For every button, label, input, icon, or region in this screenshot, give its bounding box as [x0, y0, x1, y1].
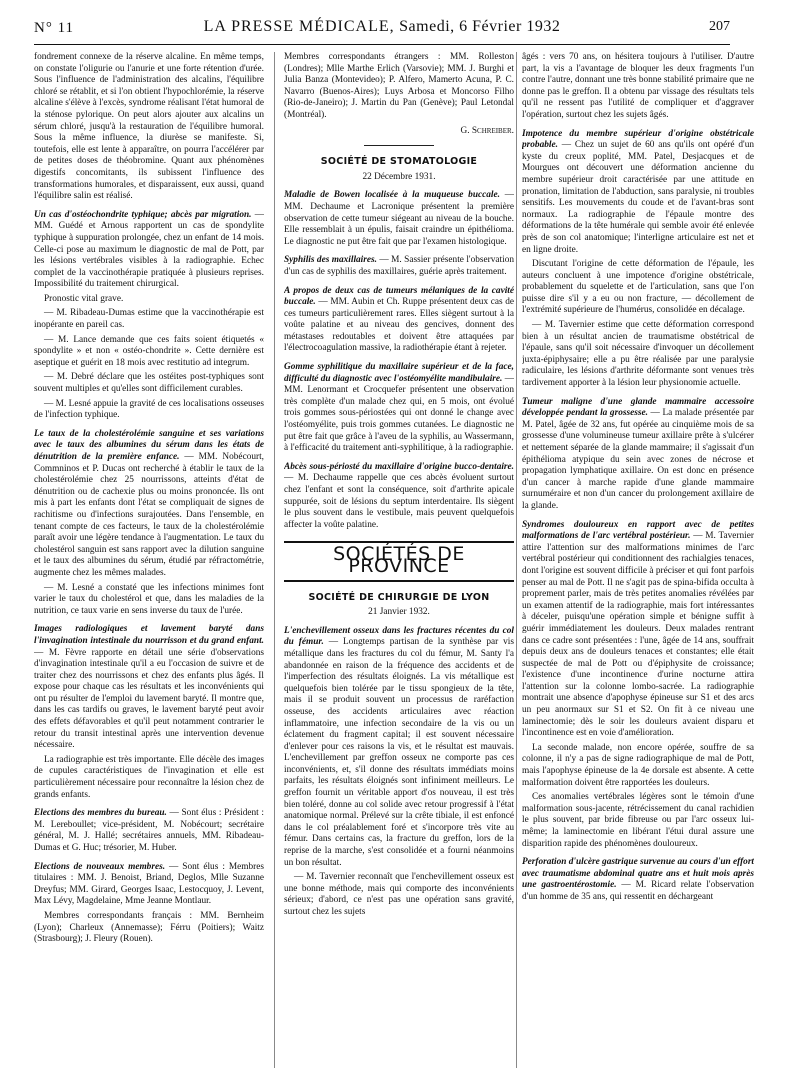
text-paragraph [34, 755, 264, 801]
article-paragraph [284, 362, 514, 455]
article-paragraph [284, 462, 514, 532]
text-paragraph [34, 399, 264, 422]
paragraph-text: — M. Dechaume rappelle que ces abcès évoluent surtout chez l'enfant et sont la conséquence, soit d'arthrite apicale suppurée, soit de lésions du septum interdentaire. Ils siègent le plus souvent dans le vestibule, mais peuvent quelquefois affecter la voûte palatine. [284, 473, 514, 530]
article-heading: Impotence du membre supérieur d'origine obstétricale probable. [522, 128, 754, 151]
page-header [34, 14, 730, 45]
section-title-lyon: SOCIÉTÉ DE CHIRURGIE DE LYON [308, 591, 490, 603]
article-heading: Tumeur maligne d'une glande mammaire accessoire développée pendant la grossesse. [522, 396, 754, 419]
article-paragraph [284, 190, 514, 248]
article-paragraph [34, 429, 264, 580]
paragraph-text: — MM. Nobécourt, Commninos et P. Ducas ont recherché à établir le taux de la cholestérolémie chez 25 nourrissons, atteints d'état de dénutrition ou de cachexie plus ou moins prononcée. Ils ont mis à part les enfants dont l'état se compliquait de signes de rachitisme ou d'infections surajoutées. Dans l'ensemble, en tenant compte de ces facteurs, le taux de la cholestérolémie paraît avoir une légère tendance à l'augmentation. Le taux du cholestérol sanguin est sans rapport avec la dilution sanguine et le taux des albumines du sérum, étudié par réfractométrie, augmente chez les mêmes malades. [34, 452, 264, 578]
article-paragraph [284, 255, 514, 278]
text-paragraph [34, 52, 264, 203]
lyon-body [284, 626, 514, 919]
column-2 [284, 52, 514, 1072]
paragraph-text: — M. Ricard relate l'observation d'un homme de 35 ans, qui ressentit en déchargeant [522, 880, 754, 902]
text-paragraph [522, 792, 754, 850]
article-paragraph [522, 520, 754, 740]
journal-title [34, 18, 730, 36]
correspondents-block [284, 52, 514, 137]
text-paragraph [522, 259, 754, 317]
article-heading: Le taux de la cholestérolémie sanguine et ses variations avec le taux des albumines du sérum dans les états de dénutrition de la première enfance. [34, 428, 264, 462]
text-paragraph [34, 372, 264, 395]
article-paragraph [34, 862, 264, 908]
article-paragraph [522, 129, 754, 257]
paragraph-text: — Sont élus : Membres titulaires : MM. J. Benoist, Briand, Deglos, Mlle Suzanne Dreyfus; MM. Girard, Georges Isaac, Lestocquoy, J. Levent, Max Lévy, Magdelaine, Mme Jeanne Montlaur. [34, 861, 264, 907]
article-paragraph [284, 626, 514, 869]
article-heading: Perforation d'ulcère gastrique survenue au cours d'un effort avec traumatisme abdominal quatre ans et huit mois après une gastroentérostomie. [522, 857, 754, 891]
paragraph-text: — MM. Dechaume et Lacronique présentent la première observation de cette tumeur siégeant au niveau de la bouche. Elle ressemblait à un épulis, faisait craindre un épithélioma. Le diagnostic ne put être fait que par l'examen histologique. [284, 190, 514, 247]
section-title-stomatologie: SOCIÉTÉ DE STOMATOLOGIE [320, 156, 478, 168]
text-paragraph [522, 52, 754, 122]
paragraph-text: Pronostic vital grave. [44, 293, 124, 304]
paragraph-text: Membres correspondants étrangers : MM. Rolleston (Londres); Mlle Marthe Erlich (Varsovie); MM. J. Burghi et Julia Banza (Montevideo); P. Alfero, Mamerto Acuna, P. C. Navarro (Buenos-Aires); Luys Arbosa et Moncorso Filho (Rio-de-Janeiro); J. Martin du Pan (Genève); Paul Letondal (Montréal). [284, 52, 514, 120]
issue-number: N° 11 [34, 20, 75, 36]
column-rule [274, 52, 275, 1068]
paragraph-text: La radiographie est très importante. Elle décèle des images de cupules caractéristiques de l'invagination et elle est particulièrement nécessaire pour reconnaître la lésion chez de grands enfants. [34, 754, 264, 800]
text-paragraph [34, 911, 264, 946]
paragraph-text: fondrement connexe de la réserve alcaline. En même temps, on constate l'oligurie ou l'anurie et une forte rétention d'urée. Sous l'influence de l'administration des alcalins, l'équilibre chloré se rétablit, et si l'on obtient l'hypochlorémie, la réserve alcaline s'élève à l'excès, syndrome réalisant l'état humoral de la sténose pylorique. On peut alors ajouter aux alcalins un sérum chloré, jusqu'à la restauration de l'équilibre humoral. Sous la même influence, la diurèse se manifeste. Si, toutefois, elle est lente à apparaître, on pourra l'accélérer par de petites doses de théobromine. Quant aux phénomènes digestifs concomitants, ils subissent l'influence des transformations humorales, et disparaissent, eux aussi, quand l'équilibre salin est réalisé. [34, 52, 264, 202]
article-heading: Images radiologiques et lavement baryté dans l'invagination intestinale du nourrisson et du grand enfant. [34, 624, 264, 646]
paragraph-text: — M. Fèvre rapporte en détail une série d'observations d'invagination intestinale qu'il a eu l'occasion de suivre et de traiter chez des nourrissons et chez des enfants plus âgés. Il expose pour chaque cas les résultats et les inconvénients qui ont pu résulter de l'emploi du lavement baryté. Il montre que, dans les cas tardifs ou graves, le lavement baryté peut avoir des effets défavorables et qu'il peut notamment contrarier le retour du transit intestinal après une intervention devenue nécessaire. [34, 647, 264, 751]
paragraph-text: — MM. Guédé et Arnous rapportent un cas de spondylite typhique à suppuration prolongée, chez un enfant de 14 mois. Celle-ci pose au maximum le diagnostic de mal de Pott, par les lésions vertébrales visibles à la radiographie. Echec complet de la vaccinothérapie pratiquée à plusieurs reprises. Impossibilité du traitement chirurgical. [34, 209, 264, 290]
paragraph-text: Ces anomalies vertébrales légères sont le témoin d'une malformation sous-jacente, rétrécissement du canal rachidien le plus souvent, par bride fibreuse ou par l'arc osseux lui-même; la laminectomie en libérant l'étui dural assure une disparition rapide des phénomènes douloureux. [522, 792, 754, 849]
text-paragraph [34, 294, 264, 306]
paragraph-text: — M. Tavernier estime que cette déformation correspond bien à un résultat ancien de traumatisme obstétrical de l'épaule, sans qu'il soit nécessaire d'invoquer un décollement juxta-épiphysaire; elle a pu être réalisée par une paralysie radiculaire, les lésions d'arthrite déformante sont venues très tardivement apporter à la lésion leur physionomie actuelle. [522, 320, 754, 389]
article-paragraph [522, 397, 754, 513]
column-rule [516, 52, 517, 1068]
text-paragraph [34, 583, 264, 618]
article-heading: Elections des membres du bureau. [34, 808, 167, 819]
paragraph-text: Membres correspondants français : MM. Bernheim (Lyon); Charleux (Annemasse); Férru (Poitiers); Waitz (Strasbourg); J. Fleury (Rouen). [34, 910, 264, 945]
column-1 [34, 52, 264, 1072]
article-paragraph [284, 286, 514, 356]
text-paragraph [284, 126, 514, 138]
paragraph-text: — La malade présentée par M. Patel, âgée de 32 ans, fut opérée au cinquième mois de sa grossesse d'une volumineuse tumeur axillaire prête à s'ulcérer et nettement séparée de la glande mammaire; il s'agissait d'un épithélioma atypique du sein avec zones de nécrose et propagation lymphatique axillaire. On est donc en présence d'un cancer à marche rapide d'une glande mammaire surnuméraire et non d'un cancer du prolongement axillaire de la glande. [522, 408, 754, 511]
paragraph-text: — M. Lance demande que ces faits soient étiquetés « spondylite » et non « ostéo-chondrite ». Cette dernière est aseptique et guérit en 18 mois avec restitutio ad integrum. [34, 334, 264, 368]
text-paragraph [522, 743, 754, 789]
paragraph-text: G. Schreiber. [460, 125, 514, 136]
text-paragraph [34, 335, 264, 370]
paragraph-text: — M. Tavernier reconnaît que l'enchevillement osseux est une bonne méthode, mais qui comporte des inconvénients sérieux; d'abord, ce n'est pas une opération sans gravité, surtout chez les sujets [284, 872, 514, 917]
paragraph-text: Discutant l'origine de cette déformation de l'épaule, les auteurs concluent à une impotence d'origine obstétricale, probablement du squelette et de l'articulation, sans que l'on puisse dire s'il y a eu ou non fracture, — décollement de l'extrémité supérieure de l'humérus, consolidée en décalage. [522, 259, 754, 316]
article-paragraph [34, 624, 264, 752]
article-heading: Gomme syphilitique du maxillaire supérieur et de la face, difficulté du diagnostic avec l'ostéomyélite mandibulaire. [284, 362, 514, 384]
issue-date: Samedi, 6 Février 1932 [399, 18, 561, 35]
text-paragraph [284, 52, 514, 122]
text-paragraph [522, 320, 754, 390]
paragraph-text: âgés : vers 70 ans, on hésitera toujours à l'utiliser. D'autre part, la vis a l'avantage de bloquer les deux fragments l'un contre l'autre, donnant une très bonne stabilité primaire que ne donne pas le greffon. Il a obtenu par vissage des résultats tels qu'il ne ressent pas l'utilité de compliquer et d'aggraver l'opération, surtout chez les sujets âgés. [522, 52, 754, 120]
stomatologie-body [284, 190, 514, 531]
paragraph-text: — MM. Aubin et Ch. Ruppe présentent deux cas de ces tumeurs particulièrement rares. Elles siègent surtout à la voûte palatine et au niveau des gencives, donnent des métastases redoutables et doivent être attaquées par l'électrocoagulation massive, la radiothérapie étant à rejeter. [284, 297, 514, 354]
section-date: 21 Janvier 1932. [368, 607, 430, 618]
province-banner: SOCIÉTÉS DE PROVINCE [284, 541, 514, 581]
paragraph-text: — MM. Lenormant et Crocquefer présentent une observation très complète d'un malade chez qui, en 5 mois, ont évolué trois gommes sous-périostées qui ont donné le change avec l'ostéomyélite, puis trois gommes cutanées. Le diagnostic ne put être fait que grâce à l'aveu de la syphilis, au Wassermann, à l'efficacité du traitement anti-syphilitique, à la radiographie. [284, 373, 514, 454]
text-paragraph [34, 308, 264, 331]
article-heading: Syphilis des maxillaires. [284, 255, 377, 266]
paragraph-text: — M. Ribadeau-Dumas estime que la vaccinothérapie est inopérante en pareil cas. [34, 308, 264, 331]
section-date: 22 Décembre 1931. [362, 171, 436, 182]
paragraph-text: — M. Debré déclare que les ostéites post-typhiques sont souvent multiples et qu'elles sont difficilement curables. [34, 372, 264, 395]
paragraph-text: — M. Lesné a constaté que les infections minimes font varier le taux du cholestérol et que, dans les maladies de la nutrition, ce taux varie en sens inverse du taux de l'urée. [34, 582, 264, 616]
section-divider [364, 145, 434, 146]
article-paragraph [34, 210, 264, 291]
article-heading: Abcès sous-périosté du maxillaire d'origine bucco-dentaire. [284, 461, 514, 472]
paragraph-text: — Longtemps partisan de la synthèse par vis métallique dans les fractures du col du fémur, M. Santy l'a abandonnée en raison de la fréquence des accidents et de l'imperfection des résultats éloignés. La vis métallique est quelquefois bien tolérée par le tissu spongieux de la tête, mais il se produit souvent un processus de raréfaction osseuse, des accidents articulaires avec réaction inflammatoire, une infection secondaire de la vis ou un éclatement du fragment capital; il est souvent nécessaire d'enlever pour ces raisons la vis, et le résultat est mauvais. L'enchevillement par greffon osseux ne comporte pas ces inconvénients, et, s'il donne des résultats immédiats moins parfaits, les résultats éloignés sont infiniment meilleurs. Le greffon fournit un véritable apport d'os nouveau, il est très bien toléré, donne au col solide avec retour progressif à l'état anatomique normal. Prélevé sur la crête tibiale, il est enfoncé dans le col préalablement foré et s'incorpore très vite au fémur. Dans certains cas, la fracture du greffon, lors de la reprise de la marche, s'est consolidée et a fourni néanmoins un bon résultat. [284, 637, 514, 868]
article-heading: L'enchevillement osseux dans les fractures récentes du col du fémur. [284, 625, 514, 648]
article-heading: Elections de nouveaux membres. [34, 861, 166, 872]
paragraph-text: La seconde malade, non encore opérée, souffre de sa colonne, il n'y a pas de signe radiographique de mal de Pott, mais l'apophyse épineuse de la 4e dorsale est absente. A cette malformation doivent être rapportées les douleurs. [522, 742, 754, 788]
article-heading: Maladie de Bowen localisée à la muqueuse buccale. [284, 190, 500, 201]
article-paragraph [34, 808, 264, 854]
article-heading: Syndromes douloureux en rapport avec de petites malformations de l'arc vertébral postérieur. [522, 519, 754, 542]
column-3 [522, 52, 754, 1072]
paragraph-text: — M. Tavernier attire l'attention sur des malformations minimes de l'arc vertébral postérieur qui conditionnent des rachialgies tenaces, dont l'origine est souvent difficile à préciser et qui font parfois penser au mal de Pott. Il ne s'agit pas de spina-bifida occulta à proprement parler, mais de très petites anomalies révélées par un examen attentif de la radiographie, mais fort intéressantes à déceler, puisqu'une opération simple et bénigne suffit à guérir immédiatement les douleurs. Deux malades rentrant dans ce cadre sont présentées : l'une, âgée de 14 ans, souffrait depuis deux ans de douleurs tenaces et constantes; elle était suspectée de mal de Pott ou d'épiphysite de croissance; l'existence d'une incontinence d'urine nocturne attira l'attention sur la colonne lombo-sacrée. La radiographie montrait une absence d'apophyse épineuse sur S1 et des arcs un peu anormaux sur S1 et S2. On fit à ce niveau une laminectomie; dès le soir les douleurs avaient disparu et l'incontinence est en voie d'amélioration. [522, 531, 754, 739]
paragraph-text: — Chez un sujet de 60 ans qu'ils ont opéré d'un kyste du creux poplité, MM. Patel, Desjacques et de Mourgues ont découvert une déformation ancienne du membre supérieur droit caractérisée par une attitude en pronation, limitation de l'abduction, sans paralysie, ni troubles sensitifs. Les mouvements du coude et de l'avant-bras sont normaux. La radiographie de l'épaule montre des déformations de la tête humérale qui semble avoir été enlevée près de son col anatomique; l'interligne articulaire est net et en ligne droite. [522, 140, 754, 255]
paragraph-text: — Sont élus : Président : M. Lereboullet; vice-président, M. Nobécourt; secrétaire général, M. J. Hallé; secrétaires annuels, MM. Ribadeau-Dumas et G. Huc; trésorier, M. Huber. [34, 808, 264, 853]
article-heading: A propos de deux cas de tumeurs mélaniques de la cavité buccale. [284, 285, 514, 308]
article-paragraph [522, 857, 754, 903]
journal-name: LA PRESSE MÉDICALE, [203, 18, 395, 35]
text-paragraph [284, 872, 514, 918]
paragraph-text: — M. Lesné appuie la gravité de ces localisations osseuses de l'infection typhique. [34, 398, 264, 421]
article-heading: Un cas d'ostéochondrite typhique; abcès par migration. [34, 209, 252, 220]
page-number: 207 [709, 19, 730, 34]
paragraph-text: — M. Sassier présente l'observation d'un cas de syphilis des maxillaires, guérie après traitement. [284, 255, 514, 277]
